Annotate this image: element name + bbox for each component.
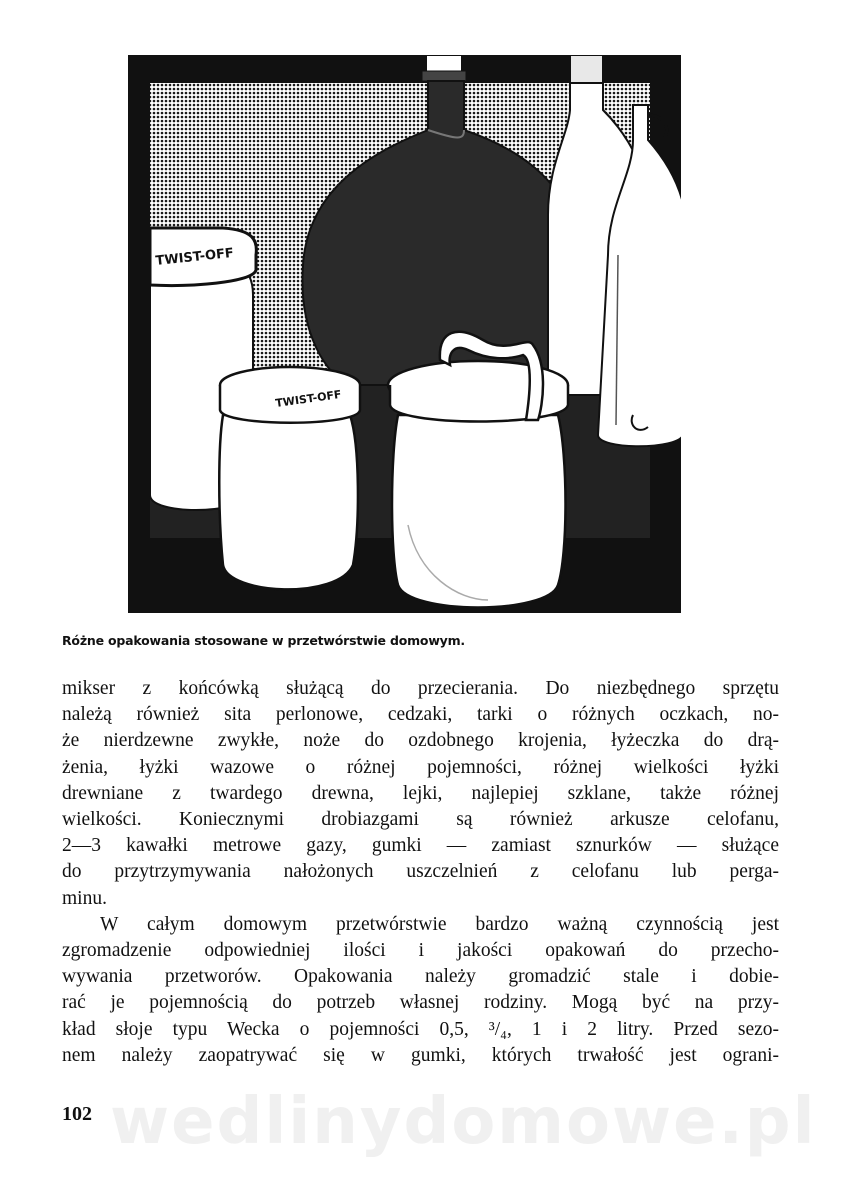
page-number: 102	[62, 1103, 92, 1125]
text-line: nem należy zaopatrywać się w gumki, których trwałość jest ograni-	[62, 1044, 779, 1066]
paragraph-1-end	[62, 886, 779, 912]
text-line: kład słoje typu Wecka o pojemności 0,5, ³/₄, 1 i 2 litry. Przed sezo-	[62, 1018, 779, 1040]
text-line: minu.	[62, 887, 107, 909]
text-line: wywania przetworów. Opakowania należy gromadzić stale i dobie-	[62, 966, 779, 988]
text-line: żenia, łyżki wazowe o różnej pojemności, różnej wielkości łyżki	[62, 756, 779, 778]
paragraph-1	[62, 676, 779, 886]
text-line: rać je pojemnością do potrzeb własnej rodziny. Mogą być na przy-	[62, 992, 779, 1014]
text-line: mikser z końcówką służącą do przecierania. Do niezbędnego sprzętu	[62, 678, 779, 699]
text-line: W całym domowym przetwórstwie bardzo ważną czynnością jest	[100, 913, 779, 935]
text-line: że nierdzewne zwykłe, noże do ozdobnego krojenia, łyżeczka do drą-	[62, 730, 779, 752]
watermark: wedlinydomowe.pl	[110, 1085, 817, 1159]
lid-label-small: TWIST-OFF	[274, 387, 343, 410]
clamp-jar	[388, 332, 568, 608]
jars-illustration	[128, 55, 681, 613]
text-line: 2—3 kawałki metrowe gazy, gumki — zamiast sznurków — służące	[62, 835, 779, 857]
text-line: należą również sita perlonowe, cedzaki, tarki o różnych oczkach, no-	[62, 704, 779, 726]
text-line: zgromadzenie odpowiedniej ilości i jakości opakowań do przecho-	[62, 940, 779, 962]
small-twistoff-jar	[219, 367, 360, 589]
lid-label-large: TWIST-OFF	[154, 245, 235, 269]
text-line: do przytrzymywania nałożonych uszczelnień z celofanu lub perga-	[62, 861, 779, 883]
text-line: wielkości. Koniecznymi drobiazgami są również arkusze celofanu,	[62, 809, 779, 831]
paragraph-2	[62, 912, 779, 1069]
text-line: drewniane z twardego drewna, lejki, najlepiej szklane, także różnej	[62, 782, 779, 804]
figure-caption: Różne opakowania stosowane w przetwórstwie domowym.	[62, 633, 465, 648]
body-text	[62, 676, 779, 1069]
